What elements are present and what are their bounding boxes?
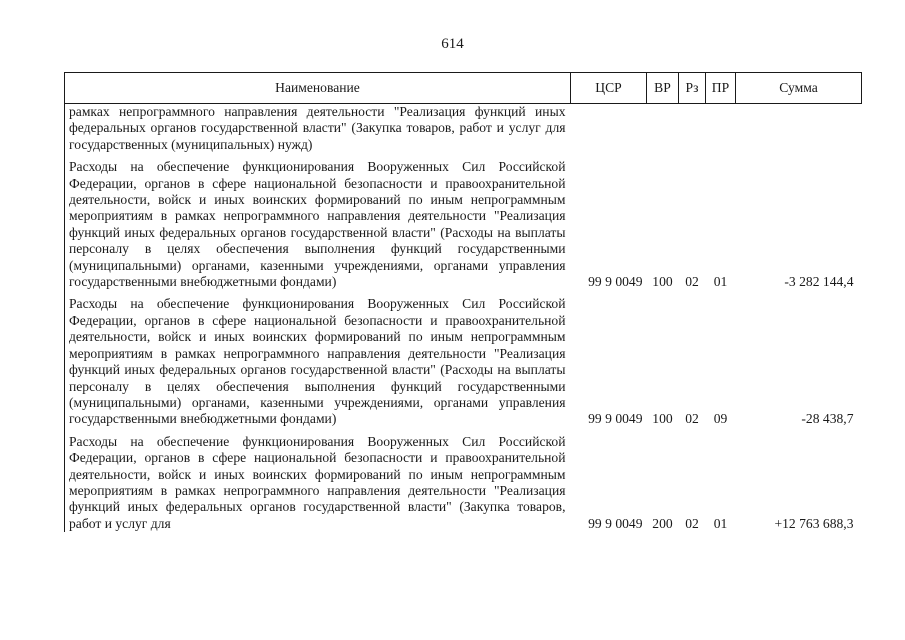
row-csr [571,104,647,154]
row-pr [706,104,736,154]
header-vr: ВР [647,73,679,104]
table-row [65,104,862,154]
row-vr: 200 [652,515,673,531]
row-rz: 02 [685,274,699,290]
row-vr [647,104,679,154]
row-sum: -3 282 144,4 [784,274,854,290]
row-rz: 02 [685,515,699,531]
table-row [65,296,862,427]
header-pr: ПР [706,73,736,104]
row-sum: +12 763 688,3 [774,515,854,531]
row-pr: 01 [713,515,728,531]
page-number: 614 [441,36,464,52]
row-name-text: Расходы на обеспечение функционирования Вооруженных Сил Российской Федерации, органов в сфере национальной безопасности и правоохранительной деятельности, войск и иных воинских формирований по иным непрограммным мероприятиям в рамках непрограммного направления деятельности "Реализация функций иных федеральных органов государственной власти" (Расходы на выплаты персоналу в целях обеспечения выполнения функций государственными (муниципальными) органами, казенными учреждениями, органами управления государственными внебюджетными фондами) [69,159,566,290]
table-row [65,159,862,290]
row-name-text: Расходы на обеспечение функционирования Вооруженных Сил Российской Федерации, органов в сфере национальной безопасности и правоохранительной деятельности, войск и иных воинских формирований по иным непрограммным мероприятиям в рамках непрограммного направления деятельности "Реализация функций иных федеральных органов государственной власти" (Закупка товаров, работ и услуг для [69,433,566,531]
header-name: Наименование [65,73,571,104]
row-csr: 99 9 0049 [588,411,643,427]
row-name-text: рамках непрограммного направления деятельности "Реализация функций иных федеральных органов государственной власти" (Закупка товаров, работ и услуг для государственных (муниципальных) нужд) [69,104,566,152]
row-pr: 09 [713,411,728,427]
header-sum: Сумма [736,73,862,104]
row-sum [736,104,862,154]
row-rz: 02 [685,411,699,427]
row-vr: 100 [652,274,673,290]
row-name [65,159,571,290]
row-name [65,434,571,532]
row-name-text: Расходы на обеспечение функционирования Вооруженных Сил Российской Федерации, органов в сфере национальной безопасности и правоохранительной деятельности, войск и иных воинских формирований по иным непрограммным мероприятиям в рамках непрограммного направления деятельности "Реализация функций иных федеральных органов государственной власти" (Расходы на выплаты персоналу в целях обеспечения выполнения функций государственными (муниципальными) органами, казенными учреждениями, органами управления государственными внебюджетными фондами) [69,296,566,427]
row-csr: 99 9 0049 [588,515,643,531]
row-pr: 01 [713,274,728,290]
table-row [65,434,862,532]
row-name [65,296,571,427]
header-csr: ЦСР [571,73,647,104]
row-vr: 100 [652,411,673,427]
row-rz [679,104,706,154]
row-sum: -28 438,7 [801,411,854,427]
header-rz: Рз [679,73,706,104]
budget-table [64,72,862,532]
row-name [65,104,571,154]
row-csr: 99 9 0049 [588,274,643,290]
table-header-row [65,73,862,104]
